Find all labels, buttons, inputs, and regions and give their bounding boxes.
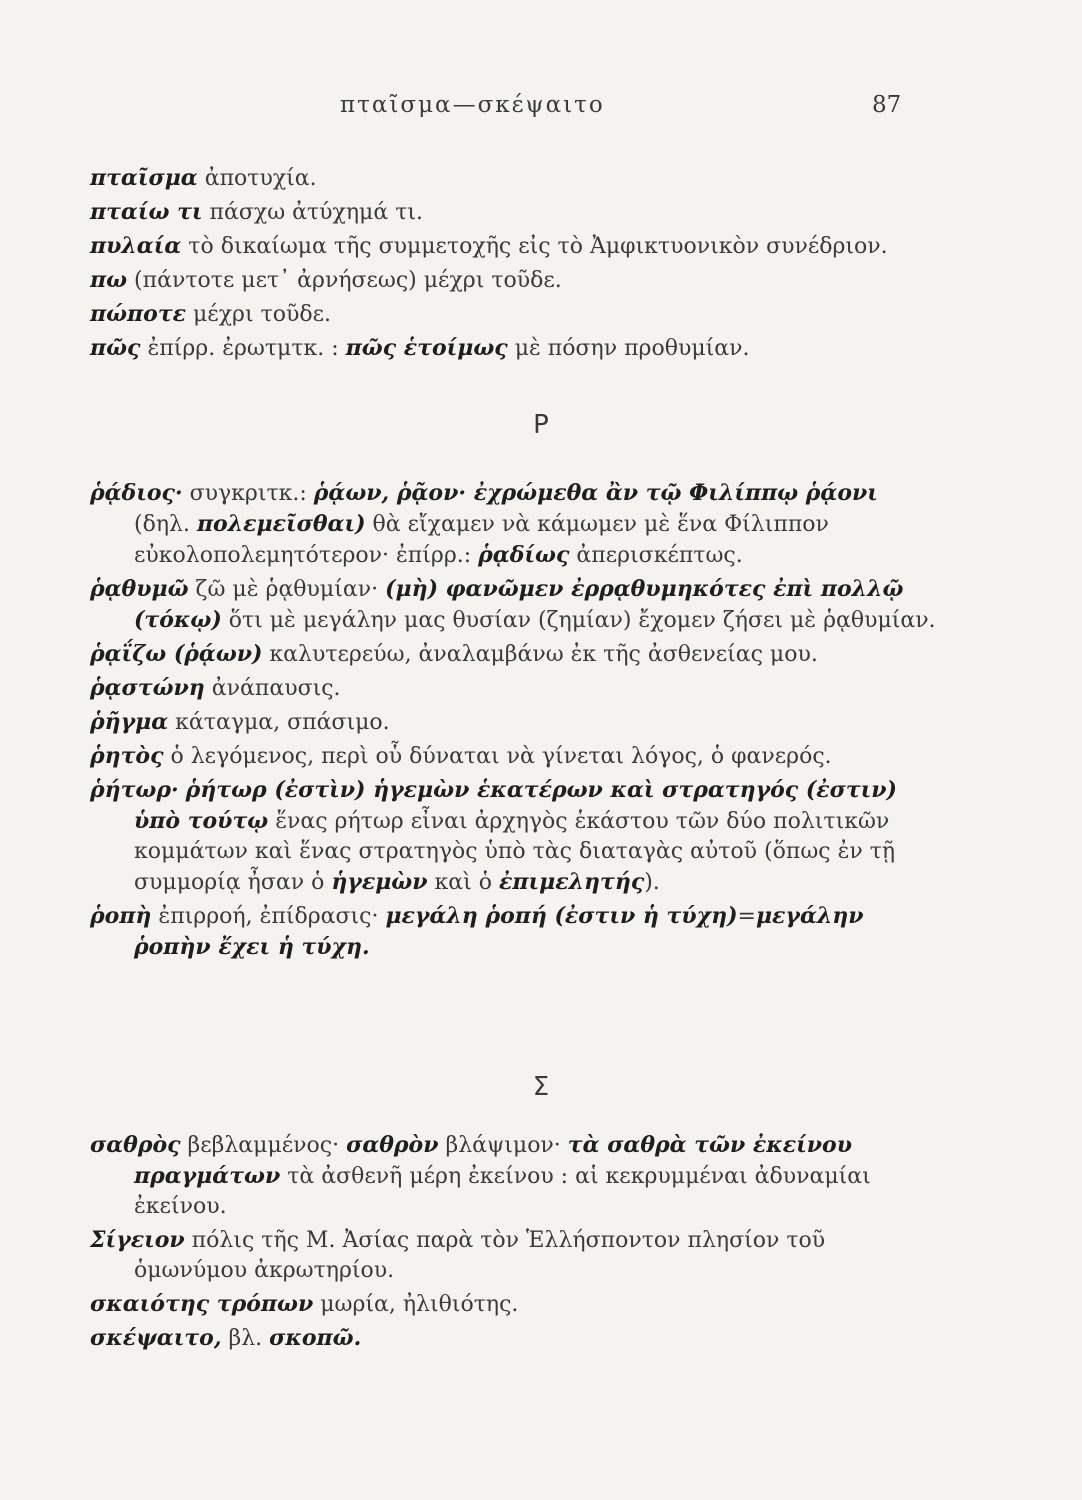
dictionary-entry: ῥῆγμα κάταγμα, σπάσιμο. bbox=[90, 709, 390, 735]
headword: πταῖσμα bbox=[90, 165, 198, 191]
headword: πυλαία bbox=[90, 233, 182, 259]
example-phrase: πῶς ἑτοίμως bbox=[345, 335, 508, 361]
example-phrase: ἡγεμὼν bbox=[331, 869, 428, 895]
headword: σαθρὸς bbox=[90, 1132, 181, 1158]
running-title: πταῖσμα—σκέψαιτο bbox=[340, 92, 605, 118]
dictionary-entry: σκαιότης τρόπων μωρία, ἠλιθιότης. bbox=[90, 1291, 519, 1317]
example-phrase: ἐπιμελητής bbox=[499, 869, 645, 895]
page-number: 87 bbox=[872, 92, 902, 118]
dictionary-entry: Σίγειον πόλις τῆς Μ. Ἀσίας παρὰ τὸν Ἑλλήσποντον πλησίον τοῦ ὁμωνύμου ἀκρωτηρίου. bbox=[90, 1227, 826, 1283]
headword: ῥοπὴ bbox=[90, 903, 152, 929]
letter-heading-rho: Ρ bbox=[533, 410, 549, 440]
section-rho bbox=[90, 478, 940, 966]
headword: Σίγειον bbox=[90, 1227, 185, 1253]
headword: ῥητὸς bbox=[90, 743, 164, 769]
headword: σκέψαιτο, bbox=[90, 1325, 222, 1351]
example-phrase: τὰ σαθρὰ τῶν ἐκείνου πραγμάτων bbox=[134, 1132, 852, 1189]
dictionary-entry: ῥᾴδιος· συγκριτκ.: ῥᾴων, ῥᾷον· ἐχρώμεθα ἂν τῷ Φιλίππῳ ῥᾴονι (δηλ. πολεμεῖσθαι) θὰ εἴχαμεν νὰ κάμωμεν μὲ ἕνα Φίλιππον εὐκολοπολεμητότερον· ἐπίρρ.: ῥᾳδίως ἀπερισκέπτως. bbox=[90, 480, 878, 568]
headword: πω bbox=[90, 267, 128, 293]
section-sigma bbox=[90, 1130, 940, 1357]
headword: ῥᾳθυμῶ bbox=[90, 576, 189, 602]
headword: ῥᾳστώνη bbox=[90, 675, 205, 701]
running-header bbox=[0, 92, 1082, 132]
dictionary-entry: πταῖσμα ἀποτυχία. bbox=[90, 165, 317, 191]
headword: ῥᾳΐζω (ῥᾴων) bbox=[90, 641, 263, 667]
letter-heading-sigma: Σ bbox=[532, 1072, 550, 1102]
headword: πῶς bbox=[90, 335, 141, 361]
dictionary-entry: σκέψαιτο, βλ. σκοπῶ. bbox=[90, 1325, 362, 1351]
section-pi bbox=[90, 163, 940, 367]
dictionary-entry: σαθρὸς βεβλαμμένος· σαθρὸν βλάψιμον· τὰ σαθρὰ τῶν ἐκείνου πραγμάτων τὰ ἀσθενῆ μέρη ἐκείνου : αἱ κεκρυμμέναι ἀδυναμίαι ἐκείνου. bbox=[90, 1132, 871, 1219]
dictionary-entry: ῥᾳΐζω (ῥᾴων) καλυτερεύω, ἀναλαμβάνω ἐκ τῆς ἀσθενείας μου. bbox=[90, 641, 818, 667]
dictionary-entry: ῥήτωρ· ῥήτωρ (ἐστὶν) ἡγεμὼν ἑκατέρων καὶ στρατηγός (ἐστιν) ὑπὸ τούτῳ ἕνας ρήτωρ εἶναι ἀρχηγὸς ἑκάστου τῶν δύο πολιτικῶν κομμάτων καὶ ἕνας στρατηγὸς ὑπὸ τὰς διαταγὰς αὐτοῦ (ὅπως ἐν τῇ συμμορίᾳ ἦσαν ὁ ἡγεμὼν καὶ ὁ ἐπιμελητής). bbox=[90, 777, 897, 895]
headword: ῥῆγμα bbox=[90, 709, 169, 735]
headword: πώποτε bbox=[90, 301, 187, 327]
headword: σκαιότης τρόπων bbox=[90, 1291, 314, 1317]
headword: ῥήτωρ· bbox=[90, 777, 179, 803]
example-phrase: μεγάλην ῥοπὴν ἔχει ἡ τύχη. bbox=[134, 903, 864, 960]
example-phrase: ῥᾴων, ῥᾷον· ἐχρώμεθα ἂν τῷ Φιλίππῳ ῥᾴονι bbox=[313, 480, 878, 506]
dictionary-entry: πώποτε μέχρι τοῦδε. bbox=[90, 301, 332, 327]
headword: ῥᾴδιος· bbox=[90, 480, 183, 506]
dictionary-entry: ῥᾳστώνη ἀνάπαυσις. bbox=[90, 675, 341, 701]
example-phrase: σαθρὸν bbox=[346, 1132, 439, 1158]
example-phrase: πολεμεῖσθαι) bbox=[196, 511, 366, 537]
example-phrase: ῥήτωρ (ἐστὶν) ἡγεμὼν ἑκατέρων καὶ στρατηγός (ἐστιν) ὑπὸ τούτῳ bbox=[134, 777, 897, 834]
example-phrase: (μὴ) φανῶμεν ἐρρᾳθυμηκότες ἐπὶ πολλῷ (τόκῳ) bbox=[134, 576, 904, 633]
example-phrase: μεγάλη ῥοπή (ἐστιν ἡ τύχη) bbox=[385, 903, 738, 929]
example-phrase: ῥᾳδίως bbox=[478, 542, 570, 568]
dictionary-entry: ῥᾳθυμῶ ζῶ μὲ ῥᾳθυμίαν· (μὴ) φανῶμεν ἐρρᾳθυμηκότες ἐπὶ πολλῷ (τόκῳ) ὅτι μὲ μεγάλην μας θυσίαν (ζημίαν) ἔχομεν ζήσει μὲ ῥᾳθυμίαν. bbox=[90, 576, 936, 633]
dictionary-entry: πω (πάντοτε μετ᾽ ἀρνήσεως) μέχρι τοῦδε. bbox=[90, 267, 562, 293]
dictionary-entry: ῥητὸς ὁ λεγόμενος, περὶ οὗ δύναται νὰ γίνεται λόγος, ὁ φανερός. bbox=[90, 743, 832, 769]
headword: πταίω τι bbox=[90, 199, 203, 225]
dictionary-entry: πυλαία τὸ δικαίωμα τῆς συμμετοχῆς εἰς τὸ Ἀμφικτυονικὸν συνέδριον. bbox=[90, 233, 888, 259]
dictionary-entry: πταίω τι πάσχω ἀτύχημά τι. bbox=[90, 199, 423, 225]
example-phrase: σκοπῶ. bbox=[269, 1325, 362, 1351]
dictionary-entry: ῥοπὴ ἐπιρροή, ἐπίδρασις· μεγάλη ῥοπή (ἐστιν ἡ τύχη)=μεγάλην ῥοπὴν ἔχει ἡ τύχη. bbox=[90, 903, 864, 960]
dictionary-entry: πῶς ἐπίρρ. ἐρωτμτκ. : πῶς ἑτοίμως μὲ πόσην προθυμίαν. bbox=[90, 335, 750, 361]
